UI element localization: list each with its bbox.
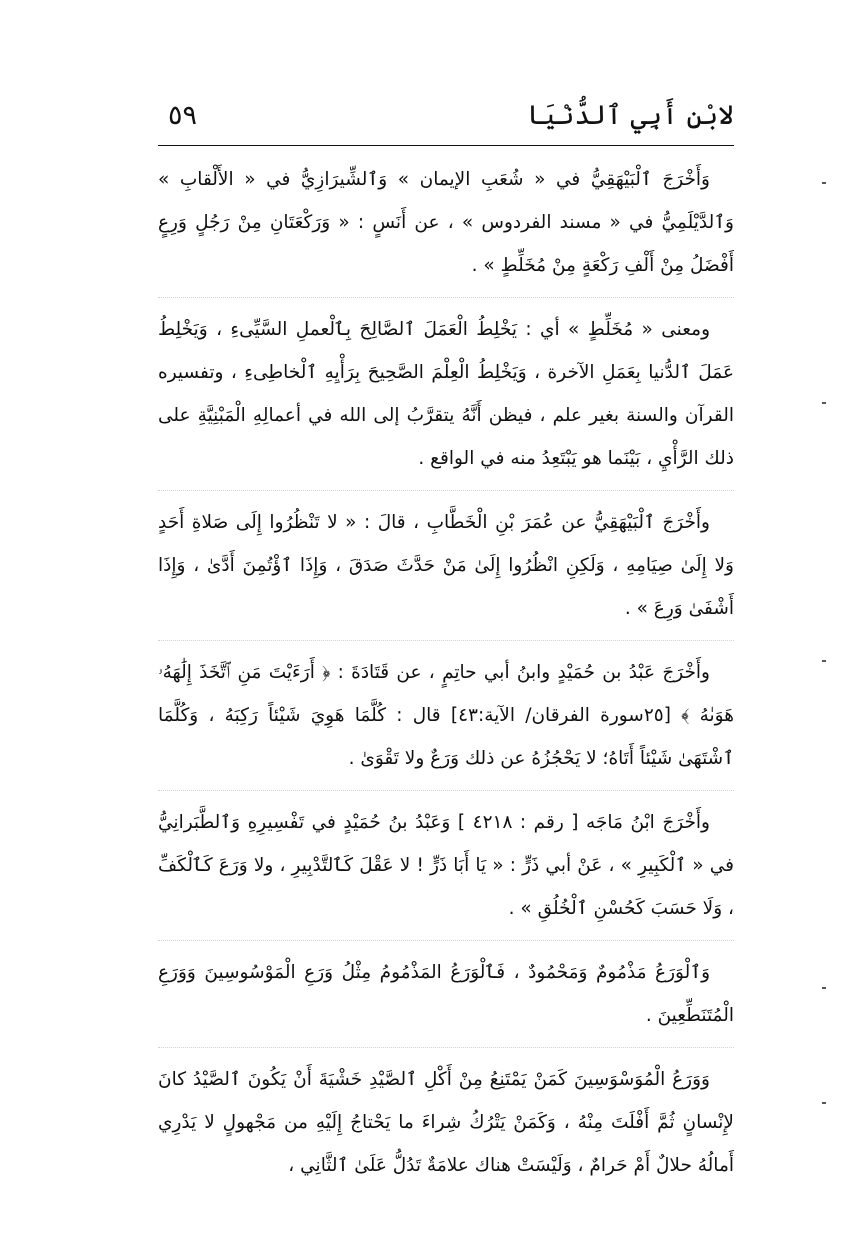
page-number: ٥٩ bbox=[168, 100, 198, 131]
paragraph-3: وأَخْرَجَ ٱلْبَيْهَقِيُّ عن عُمَرَ بْنِ الْخَطَّابِ ، قالَ : « لا تَنْظُرُوا إِلَى صَلاةِ أَحَدٍ وَلا إِلَىٰ صِيَامِهِ ، وَلَكِنِ انْظُرُوا إِلَىٰ مَنْ حَدَّثَ صَدَقَ ، وَإِذَا ٱؤْتُمِنَ أَدَّىٰ ، وَإِذَا أَشْفَىٰ وَرِعَ » . bbox=[158, 512, 734, 619]
header-rule bbox=[158, 145, 734, 146]
paragraph-separator bbox=[158, 287, 734, 298]
scan-mark bbox=[822, 182, 826, 184]
paragraph-2: ومعنى « مُخَلِّطٍ » أي : يَخْلِطُ الْعَمَلَ ٱلصَّالِحَ بِٱلْعملِ السَّيِّىءِ ، وَيَخْلِطُ عَمَلَ ٱلدُّنيا بِعَمَلِ الآخرة ، وَيَخْلِطُ الْعِلْمَ الصَّحِيحَ بِرَأْيِهِ ٱلْخاطِىءِ ، وتفسيره القرآن والسنة بغير علم ، فيظن أَنَّهُ يتقرَّبُ إلى الله في أعمالِهِ الْمَبْنِيَّةِ على ذلك الرَّأْيِ ، بَيْنَما هو يَبْتَعِدُ منه في الواقع . bbox=[158, 319, 734, 469]
scan-mark bbox=[822, 1102, 826, 1104]
body-text bbox=[158, 158, 734, 1187]
page-header bbox=[158, 96, 734, 142]
paragraph-separator bbox=[158, 480, 734, 491]
scan-mark bbox=[822, 660, 826, 662]
paragraph-4: وأَخْرَجَ عَبْدُ بن حُمَيْدٍ وابنُ أبي حاتِمٍ ، عن قَتَادَةَ : ﴿ أَرَءَيْتَ مَنِ ٱتَّخَذَ إِلَٰهَهُۥ هَوَىٰهُ ﴾ [٢٥سورة الفرقان/ الآية:٤٣] قال : كُلَّمَا هَوِيَ شَيْئاً رَكِبَهُ ، وَكُلَّمَا ٱشْتَهَىٰ شَيْئاً أَتَاهُ؛ لا يَحْجُزُهُ عن ذلك وَرَعٌ ولا تَقْوَىٰ . bbox=[158, 662, 734, 769]
paragraph-7: وَوَرَعُ الْمُوَسْوَسِينَ كَمَنْ يَمْتَنِعُ مِنْ أَكْلِ ٱلصَّيْدِ خَشْيَةَ أَنْ يَكُونَ ٱلصَّيْدُ كانَ لإِنْسانٍ ثُمَّ أَفْلَتَ مِنْهُ ، وَكَمَنْ يَتْرُكُ شِراءَ ما يَحْتاجُ إِلَيْهِ من مَجْهولٍ لا يَدْرِي أَمالُهُ حلالٌ أَمْ حَرامٌ ، وَلَيْسَتْ هناك علامَةٌ تَدُلُّ عَلَىٰ ٱلثَّانِي ، bbox=[158, 1069, 734, 1176]
paragraph-1: وَأَخْرَجَ ٱلْبَيْهَقِيُّ في « شُعَبِ الإيمان » وَٱلشِّيرَازِيُّ في « الأَلْقابِ » وَٱلدَّيْلَمِيُّ في « مسند الفردوس » ، عن أَنَسٍ : « وَرَكْعَتَانِ مِنْ رَجُلٍ وَرِعٍ أَفْضَلُ مِنْ أَلْفِ رَكْعَةٍ مِنْ مُخَلِّطٍ » . bbox=[158, 169, 734, 276]
paragraph-separator bbox=[158, 780, 734, 791]
paragraph-separator bbox=[158, 630, 734, 641]
scan-mark bbox=[822, 987, 826, 989]
paragraph-6: وَٱلْوَرَعُ مَذْمُومٌ وَمَحْمُودٌ ، فَٱلْوَرَعُ المَذْمُومُ مِثْلُ وَرَعِ الْمَوْسُوسِينَ وَوَرَعِ الْمُتَنَطِّعِينَ . bbox=[158, 962, 734, 1026]
paragraph-separator bbox=[158, 930, 734, 941]
scan-mark bbox=[822, 402, 826, 404]
running-title: لابْنِ أَبِي ٱلدُّنْيَا bbox=[526, 100, 734, 131]
paragraph-5: وأَخْرَجَ ابْنُ مَاجَه [ رقم : ٤٢١٨ ] وَعَبْدُ بنُ حُمَيْدٍ في تَفْسِيرِهِ وَٱلطَّبَرانِيُّ في « ٱلْكَبِيرِ » ، عَنْ أبي ذَرٍّ : « يَا أَبَا ذَرٍّ ! لا عَقْلَ كَٱلتَّدْبِيرِ ، ولا وَرَعَ كَٱلْكَفِّ ، وَلَا حَسَبَ كَحُسْنِ ٱلْخُلُقِ » . bbox=[158, 812, 734, 919]
paragraph-separator bbox=[158, 1037, 734, 1048]
